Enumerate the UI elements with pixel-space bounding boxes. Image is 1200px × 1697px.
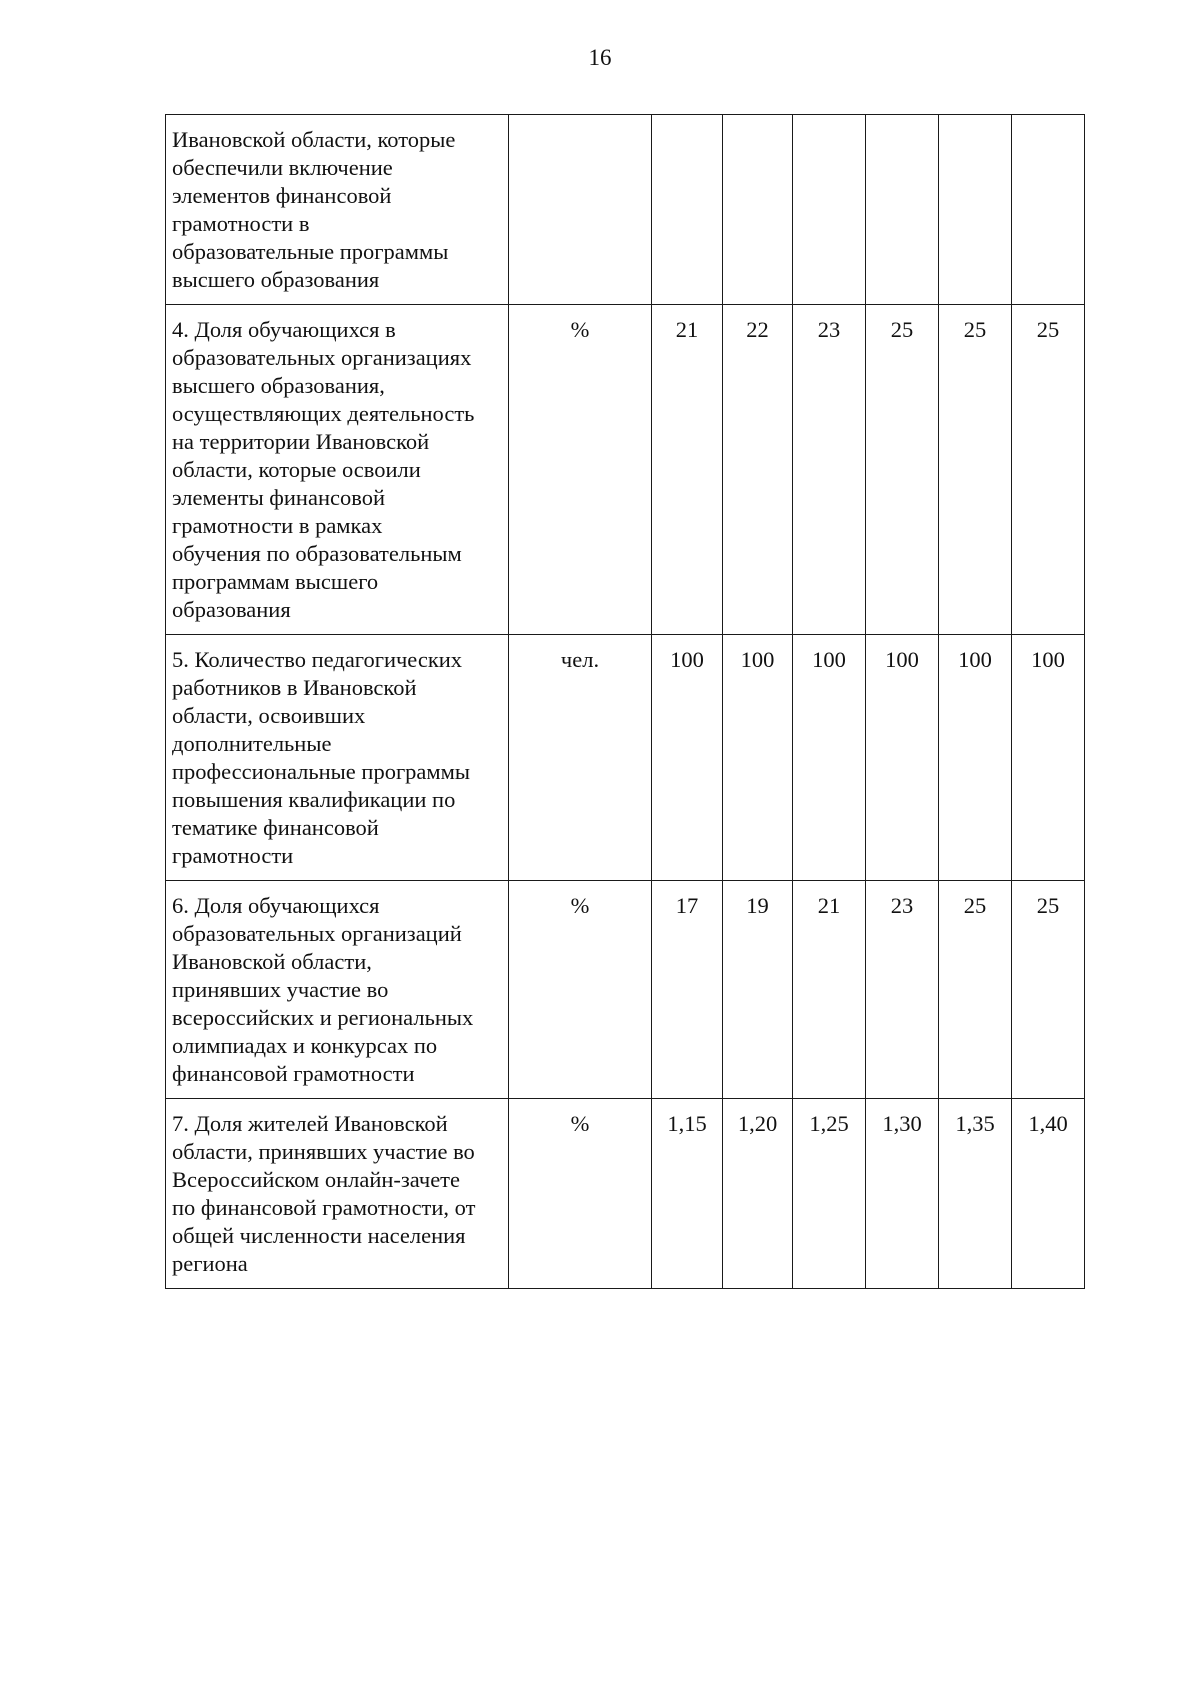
indicator-value: 21 (793, 881, 866, 1099)
indicator-value (723, 115, 793, 305)
indicator-value: 23 (866, 881, 939, 1099)
indicator-name: 4. Доля обучающихся в образовательных организациях высшего образования, осуществляющих деятельность на территории Ивановской области, которые освоили элементы финансовой грамотности в рамках обучения по образовательным программам высшего образования (166, 305, 509, 635)
indicator-name: Ивановской области, которые обеспечили включение элементов финансовой грамотности в образовательные программы высшего образования (166, 115, 509, 305)
indicator-value: 1,20 (723, 1099, 793, 1289)
indicator-value (1012, 115, 1085, 305)
indicator-name: 7. Доля жителей Ивановской области, принявших участие во Всероссийском онлайн-зачете по финансовой грамотности, от общей численности населения региона (166, 1099, 509, 1289)
indicator-value: 100 (866, 635, 939, 881)
indicator-value: 25 (1012, 881, 1085, 1099)
indicator-value (793, 115, 866, 305)
indicator-value: 25 (1012, 305, 1085, 635)
table-row (166, 635, 1085, 881)
indicator-name: 5. Количество педагогических работников в Ивановской области, освоивших дополнительные профессиональные программы повышения квалификации по тематике финансовой грамотности (166, 635, 509, 881)
indicator-value: 1,15 (652, 1099, 723, 1289)
indicator-value (866, 115, 939, 305)
indicator-value: 1,30 (866, 1099, 939, 1289)
indicator-value: 25 (866, 305, 939, 635)
indicator-name: 6. Доля обучающихся образовательных организаций Ивановской области, принявших участие во всероссийских и региональных олимпиадах и конкурсах по финансовой грамотности (166, 881, 509, 1099)
indicators-table (165, 114, 1085, 1289)
indicator-unit: чел. (509, 635, 652, 881)
indicator-value: 100 (793, 635, 866, 881)
table-row (166, 881, 1085, 1099)
indicator-value: 1,40 (1012, 1099, 1085, 1289)
indicator-unit (509, 115, 652, 305)
indicator-value: 1,35 (939, 1099, 1012, 1289)
indicator-value: 23 (793, 305, 866, 635)
page-number: 16 (588, 45, 612, 70)
indicator-value: 17 (652, 881, 723, 1099)
indicator-value: 1,25 (793, 1099, 866, 1289)
indicator-value: 100 (939, 635, 1012, 881)
indicator-unit: % (509, 305, 652, 635)
indicator-value: 22 (723, 305, 793, 635)
table-row (166, 115, 1085, 305)
indicator-value (652, 115, 723, 305)
indicator-value: 21 (652, 305, 723, 635)
indicator-value (939, 115, 1012, 305)
indicator-value: 100 (1012, 635, 1085, 881)
indicator-unit: % (509, 1099, 652, 1289)
indicator-unit: % (509, 881, 652, 1099)
indicator-value: 19 (723, 881, 793, 1099)
indicator-value: 25 (939, 305, 1012, 635)
table-row (166, 1099, 1085, 1289)
table-row (166, 305, 1085, 635)
indicator-value: 100 (652, 635, 723, 881)
indicator-value: 100 (723, 635, 793, 881)
indicator-value: 25 (939, 881, 1012, 1099)
